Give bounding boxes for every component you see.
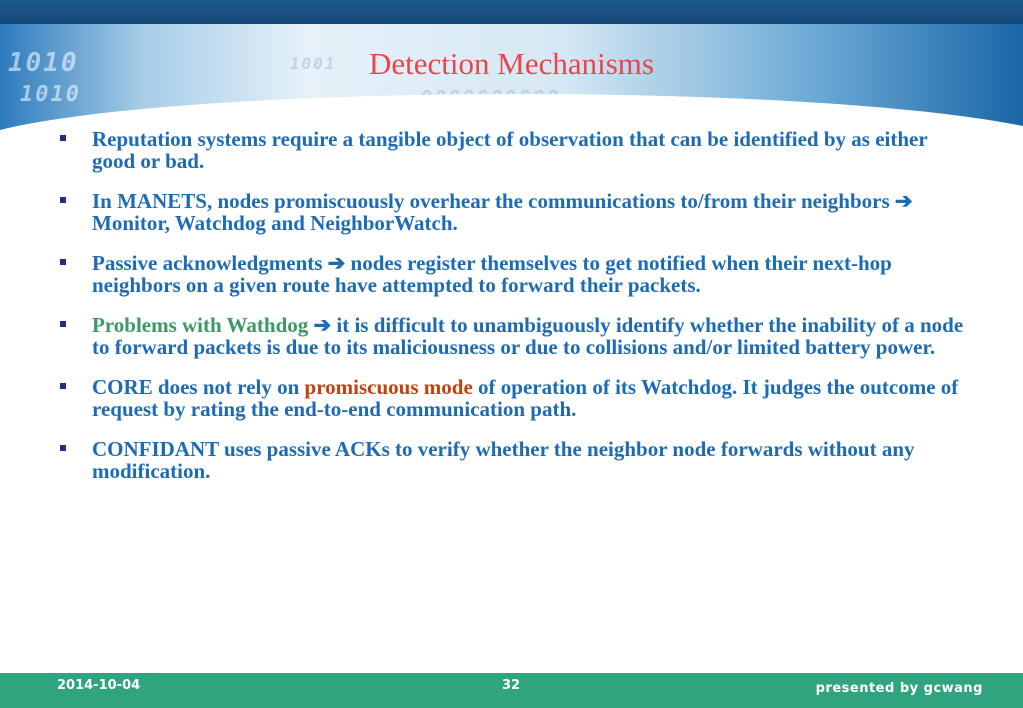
top-bar xyxy=(0,0,1023,24)
square-bullet-icon xyxy=(60,321,66,327)
slide-title: Detection Mechanisms xyxy=(369,46,654,81)
arrow-icon: ➔ xyxy=(313,313,332,337)
square-bullet-icon xyxy=(60,445,66,451)
bullet-text: In MANETS, nodes promiscuously overhear the communications to/from their neighbors xyxy=(92,189,895,213)
bullet-list xyxy=(60,128,970,500)
bullet-text: CONFIDANT uses passive ACKs to verify whether the neighbor node forwards without any modification. xyxy=(92,437,915,483)
bullet-text: Passive acknowledgments xyxy=(92,251,328,275)
bullet-item xyxy=(60,314,970,358)
bullet-item xyxy=(60,376,970,420)
page-number: 32 xyxy=(502,678,521,693)
bullet-text: it is difficult to unambiguously identify whether the inability of a node to forward packets is due to its maliciousness or due to collisions and/or limited battery power. xyxy=(92,313,964,359)
arrow-icon: ➔ xyxy=(327,251,346,275)
bullet-item xyxy=(60,190,970,234)
bullet-text: CORE does not rely on xyxy=(92,375,305,399)
bullet-item xyxy=(60,128,970,172)
bullet-text: promiscuous mode xyxy=(304,375,473,399)
binary-decoration: 1010 xyxy=(8,48,79,78)
binary-decoration: 1010 xyxy=(20,82,81,107)
bullet-text: Problems with Wathdog xyxy=(92,313,309,337)
bullet-text: Reputation systems require a tangible object of observation that can be identified by as either good or bad. xyxy=(92,127,928,173)
bullet-text: of operation of its Watchdog. It judges the outcome of request by rating the end-to-end communication path. xyxy=(92,375,959,421)
arrow-icon: ➔ xyxy=(894,189,913,213)
bullet-text: Monitor, Watchdog and NeighborWatch. xyxy=(92,211,458,235)
footer-date: 2014-10-04 xyxy=(57,678,141,693)
bullet-item xyxy=(60,252,970,296)
square-bullet-icon xyxy=(60,197,66,203)
binary-decoration: 1001 xyxy=(290,54,337,73)
square-bullet-icon xyxy=(60,135,66,141)
footer-bar xyxy=(0,673,1023,708)
presenter-credit: presented by gcwang xyxy=(815,681,983,696)
square-bullet-icon xyxy=(60,259,66,265)
square-bullet-icon xyxy=(60,383,66,389)
bullet-item xyxy=(60,438,970,482)
bullet-text: nodes register themselves to get notified when their next-hop neighbors on a given route have attempted to forward their packets. xyxy=(92,251,892,297)
